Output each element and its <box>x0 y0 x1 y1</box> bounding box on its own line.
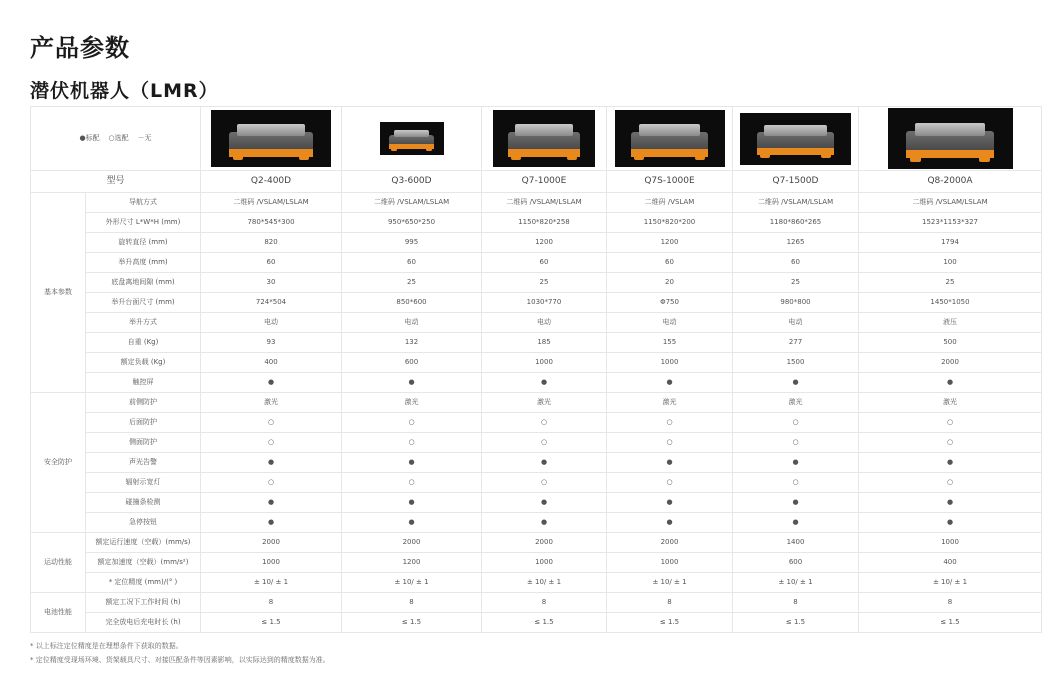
param-name: 导航方式 <box>86 193 201 213</box>
robot-image-cell <box>342 107 482 171</box>
param-value: 液压 <box>859 313 1042 333</box>
param-name: 外形尺寸 L*W*H (mm) <box>86 213 201 233</box>
param-value: Φ750 <box>607 293 733 313</box>
param-value: 30 <box>201 273 342 293</box>
model-name: Q8-2000A <box>859 171 1042 193</box>
robot-photo-q2 <box>211 110 331 167</box>
param-name: 后面防护 <box>86 413 201 433</box>
param-value: ● <box>201 493 342 513</box>
param-value: 780*545*300 <box>201 213 342 233</box>
param-value: 二维码 /VSLAM/LSLAM <box>482 193 607 213</box>
param-name: 辐射示宽灯 <box>86 473 201 493</box>
table-row <box>31 413 1042 433</box>
param-name: 举升方式 <box>86 313 201 333</box>
param-value: ● <box>342 493 482 513</box>
param-value: ● <box>733 373 859 393</box>
param-value: 电动 <box>342 313 482 333</box>
param-value: 1030*770 <box>482 293 607 313</box>
robot-photo-q3 <box>380 122 444 155</box>
param-value: 2000 <box>201 533 342 553</box>
param-name: 举升高度 (mm) <box>86 253 201 273</box>
legend-standard-label: 标配 <box>85 134 100 142</box>
param-value: 400 <box>859 553 1042 573</box>
param-value: ± 10/ ± 1 <box>201 573 342 593</box>
table-row <box>31 273 1042 293</box>
param-name: * 定位精度 (mm)/(° ) <box>86 573 201 593</box>
param-value: 激光 <box>859 393 1042 413</box>
param-value: ○ <box>342 473 482 493</box>
param-name: 触控屏 <box>86 373 201 393</box>
image-row <box>31 107 1042 171</box>
param-value: 8 <box>342 593 482 613</box>
table-row <box>31 553 1042 573</box>
param-name: 声光告警 <box>86 453 201 473</box>
param-value: 电动 <box>607 313 733 333</box>
param-value: ● <box>607 373 733 393</box>
param-value: ○ <box>607 433 733 453</box>
param-name: 前侧防护 <box>86 393 201 413</box>
param-value: ● <box>342 453 482 473</box>
param-value: 980*800 <box>733 293 859 313</box>
param-value: ● <box>733 453 859 473</box>
param-value: ○ <box>201 473 342 493</box>
model-name: Q7-1500D <box>733 171 859 193</box>
param-value: 1000 <box>607 353 733 373</box>
param-value: 电动 <box>733 313 859 333</box>
table-row <box>31 253 1042 273</box>
param-name: 完全放电后充电时长 (h) <box>86 613 201 633</box>
param-value: ● <box>607 453 733 473</box>
spec-table <box>30 106 1042 633</box>
param-value: 8 <box>607 593 733 613</box>
param-name: 自重 (Kg) <box>86 333 201 353</box>
table-row <box>31 333 1042 353</box>
param-value: ● <box>342 373 482 393</box>
table-row <box>31 293 1042 313</box>
robot-photo-q8 <box>888 108 1013 169</box>
param-value: ● <box>201 373 342 393</box>
param-value: 185 <box>482 333 607 353</box>
param-value: 995 <box>342 233 482 253</box>
table-row <box>31 473 1042 493</box>
param-value: ○ <box>482 413 607 433</box>
param-value: ≤ 1.5 <box>342 613 482 633</box>
footnote-2: * 定位精度受现场环境、货架载具尺寸、对接匹配条件等因素影响，以实际达到的精度数据为准。 <box>30 656 330 664</box>
param-value: 850*600 <box>342 293 482 313</box>
param-value: ≤ 1.5 <box>859 613 1042 633</box>
param-value: 724*504 <box>201 293 342 313</box>
param-value: 400 <box>201 353 342 373</box>
robot-photo-q7s <box>615 110 725 167</box>
param-value: ± 10/ ± 1 <box>859 573 1042 593</box>
robot-image-cell <box>607 107 733 171</box>
table-row <box>31 613 1042 633</box>
param-value: 1000 <box>482 553 607 573</box>
param-value: ● <box>482 513 607 533</box>
param-value: ● <box>607 513 733 533</box>
section-subtitle: 潜伏机器人（LMR） <box>30 80 219 102</box>
param-value: 二维码 /VSLAM/LSLAM <box>733 193 859 213</box>
robot-photo-q7-1500d <box>740 113 851 165</box>
param-value: 激光 <box>201 393 342 413</box>
param-value: 2000 <box>482 533 607 553</box>
param-value: 1000 <box>859 533 1042 553</box>
param-value: 93 <box>201 333 342 353</box>
param-value: ≤ 1.5 <box>482 613 607 633</box>
legend-optional-label: 选配 <box>114 134 129 142</box>
param-value: ● <box>859 513 1042 533</box>
table-row <box>31 313 1042 333</box>
param-value: 277 <box>733 333 859 353</box>
param-value: 激光 <box>342 393 482 413</box>
param-value: 600 <box>733 553 859 573</box>
param-value: 1500 <box>733 353 859 373</box>
param-value: 二维码 /VSLAM <box>607 193 733 213</box>
table-row <box>31 573 1042 593</box>
param-value: ± 10/ ± 1 <box>607 573 733 593</box>
param-name: 额定加速度（空载）(mm/s²) <box>86 553 201 573</box>
param-value: 25 <box>733 273 859 293</box>
robot-photo-q7-1000e <box>493 110 595 167</box>
table-row <box>31 533 1042 553</box>
param-value: ○ <box>201 413 342 433</box>
param-value: 820 <box>201 233 342 253</box>
group-label: 电池性能 <box>31 593 86 633</box>
param-value: 8 <box>859 593 1042 613</box>
param-value: 60 <box>482 253 607 273</box>
param-value: 25 <box>859 273 1042 293</box>
param-value: 二维码 /VSLAM/LSLAM <box>201 193 342 213</box>
param-value: 1400 <box>733 533 859 553</box>
table-row <box>31 213 1042 233</box>
param-value: ○ <box>201 433 342 453</box>
param-value: 电动 <box>201 313 342 333</box>
param-value: 100 <box>859 253 1042 273</box>
legend-none-label: 无 <box>144 134 152 142</box>
param-value: 1794 <box>859 233 1042 253</box>
param-value: ● <box>733 513 859 533</box>
param-value: 2000 <box>342 533 482 553</box>
param-value: 1150*820*258 <box>482 213 607 233</box>
param-value: 电动 <box>482 313 607 333</box>
param-value: 1200 <box>607 233 733 253</box>
model-header: 型号 <box>31 171 201 193</box>
param-value: 20 <box>607 273 733 293</box>
model-name: Q3-600D <box>342 171 482 193</box>
group-label: 基本参数 <box>31 193 86 393</box>
param-value: ○ <box>482 433 607 453</box>
table-row <box>31 373 1042 393</box>
param-value: ≤ 1.5 <box>733 613 859 633</box>
param-value: ○ <box>342 433 482 453</box>
param-value: ○ <box>607 413 733 433</box>
param-value: ● <box>201 453 342 473</box>
robot-image-cell <box>859 107 1042 171</box>
param-value: 二维码 /VSLAM/LSLAM <box>859 193 1042 213</box>
robot-image-cell <box>201 107 342 171</box>
robot-image-cell <box>482 107 607 171</box>
param-value: 1265 <box>733 233 859 253</box>
param-value: 激光 <box>482 393 607 413</box>
param-value: 155 <box>607 333 733 353</box>
param-value: ● <box>859 373 1042 393</box>
param-value: 1000 <box>201 553 342 573</box>
table-row <box>31 593 1042 613</box>
param-value: ± 10/ ± 1 <box>733 573 859 593</box>
param-value: ≤ 1.5 <box>607 613 733 633</box>
param-value: ● <box>482 453 607 473</box>
table-row <box>31 493 1042 513</box>
table-row <box>31 193 1042 213</box>
param-value: ● <box>342 513 482 533</box>
param-value: 25 <box>342 273 482 293</box>
param-value: ● <box>482 493 607 513</box>
param-value: ○ <box>733 433 859 453</box>
param-value: 1000 <box>607 553 733 573</box>
param-value: 1450*1050 <box>859 293 1042 313</box>
param-value: ○ <box>859 473 1042 493</box>
table-row <box>31 433 1042 453</box>
param-value: 60 <box>607 253 733 273</box>
page-title: 产品参数 <box>30 34 130 62</box>
param-value: ± 10/ ± 1 <box>342 573 482 593</box>
param-value: 二维码 /VSLAM/LSLAM <box>342 193 482 213</box>
model-name: Q7-1000E <box>482 171 607 193</box>
footnote-1: * 以上标注定位精度是在理想条件下获取的数据。 <box>30 642 183 650</box>
param-value: ● <box>607 493 733 513</box>
param-value: ● <box>201 513 342 533</box>
param-value: ≤ 1.5 <box>201 613 342 633</box>
param-value: 8 <box>733 593 859 613</box>
legend-optional-symbol: ○ <box>108 134 115 142</box>
param-name: 旋转直径 (mm) <box>86 233 201 253</box>
param-value: 2000 <box>607 533 733 553</box>
param-value: ○ <box>733 473 859 493</box>
param-name: 底盘离地间隙 (mm) <box>86 273 201 293</box>
param-value: ● <box>859 493 1042 513</box>
param-value: 1180*860*265 <box>733 213 859 233</box>
param-name: 侧面防护 <box>86 433 201 453</box>
table-row <box>31 233 1042 253</box>
param-value: 600 <box>342 353 482 373</box>
param-value: 1523*1153*327 <box>859 213 1042 233</box>
param-value: 950*650*250 <box>342 213 482 233</box>
param-value: ○ <box>859 433 1042 453</box>
param-value: 激光 <box>607 393 733 413</box>
table-row <box>31 393 1042 413</box>
param-value: ● <box>733 493 859 513</box>
param-value: ○ <box>859 413 1042 433</box>
param-value: 1200 <box>482 233 607 253</box>
param-name: 额定工况下工作时间 (h) <box>86 593 201 613</box>
param-value: ● <box>482 373 607 393</box>
param-value: ○ <box>482 473 607 493</box>
group-label: 安全防护 <box>31 393 86 533</box>
param-value: 60 <box>733 253 859 273</box>
param-value: 8 <box>482 593 607 613</box>
param-value: 1200 <box>342 553 482 573</box>
param-name: 额定负载 (Kg) <box>86 353 201 373</box>
param-name: 急停按钮 <box>86 513 201 533</box>
param-value: ○ <box>607 473 733 493</box>
param-value: 激光 <box>733 393 859 413</box>
param-name: 举升台面尺寸 (mm) <box>86 293 201 313</box>
param-value: 25 <box>482 273 607 293</box>
table-row <box>31 513 1042 533</box>
param-value: ○ <box>733 413 859 433</box>
model-name: Q2-400D <box>201 171 342 193</box>
legend-standard-symbol: ● <box>79 134 86 142</box>
param-value: 132 <box>342 333 482 353</box>
param-name: 额定运行速度（空载）(mm/s) <box>86 533 201 553</box>
param-value: 2000 <box>859 353 1042 373</box>
legend <box>31 107 201 171</box>
param-value: 8 <box>201 593 342 613</box>
param-value: 60 <box>201 253 342 273</box>
param-value: 60 <box>342 253 482 273</box>
model-name: Q7S-1000E <box>607 171 733 193</box>
param-value: 1000 <box>482 353 607 373</box>
table-row <box>31 353 1042 373</box>
param-value: ● <box>859 453 1042 473</box>
robot-image-cell <box>733 107 859 171</box>
param-value: ○ <box>342 413 482 433</box>
model-row <box>31 171 1042 193</box>
param-value: 500 <box>859 333 1042 353</box>
table-row <box>31 453 1042 473</box>
legend-none-symbol: － <box>137 134 145 142</box>
param-value: ± 10/ ± 1 <box>482 573 607 593</box>
param-name: 碰撞条检测 <box>86 493 201 513</box>
param-value: 1150*820*200 <box>607 213 733 233</box>
group-label: 运动性能 <box>31 533 86 593</box>
